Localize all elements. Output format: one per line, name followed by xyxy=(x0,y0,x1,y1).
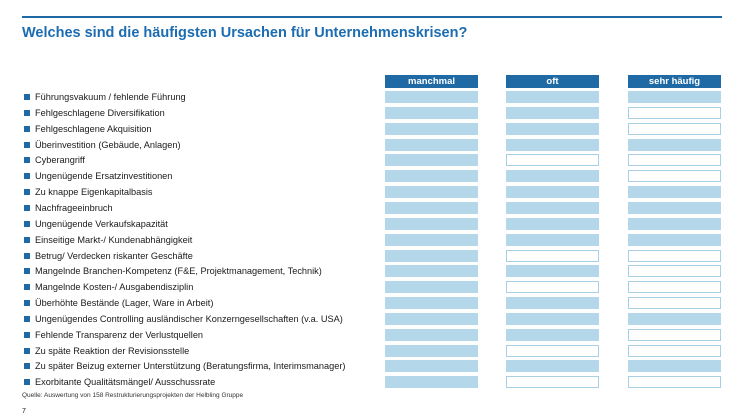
bullet-square-icon xyxy=(24,332,30,338)
bullet-square-icon xyxy=(24,363,30,369)
frequency-cell-sehr-häufig xyxy=(628,170,721,182)
row-label: Zu späte Reaktion der Revisionsstelle xyxy=(35,345,190,356)
frequency-cell-oft xyxy=(506,139,599,151)
frequency-cell-oft xyxy=(506,218,599,230)
bullet-square-icon xyxy=(24,94,30,100)
row-label: Führungsvakuum / fehlende Führung xyxy=(35,92,186,102)
frequency-cell-oft xyxy=(506,345,599,357)
table-row xyxy=(22,360,722,374)
table-row xyxy=(22,313,722,327)
bullet-square-icon xyxy=(24,253,30,259)
frequency-cell-sehr-häufig xyxy=(628,265,721,277)
frequency-cell-oft xyxy=(506,376,599,388)
frequency-cell-manchmal xyxy=(385,265,478,277)
frequency-cell-sehr-häufig xyxy=(628,154,721,166)
column-header-oft: oft xyxy=(506,75,599,88)
frequency-cell-manchmal xyxy=(385,154,478,166)
frequency-cell-sehr-häufig xyxy=(628,250,721,262)
row-label: Mangelnde Branchen-Kompetenz (F&E, Projektmanagement, Technik) xyxy=(35,266,322,277)
table-row xyxy=(22,250,722,264)
bullet-square-icon xyxy=(24,126,30,132)
bullet-square-icon xyxy=(24,110,30,116)
frequency-cell-sehr-häufig xyxy=(628,313,721,325)
row-label: Mangelnde Kosten-/ Ausgabendisziplin xyxy=(35,282,194,293)
table-row xyxy=(22,218,722,232)
frequency-cell-sehr-häufig xyxy=(628,91,721,103)
bullet-square-icon xyxy=(24,268,30,274)
table-row xyxy=(22,329,722,343)
page-number: 7 xyxy=(22,408,26,415)
table-row xyxy=(22,154,722,168)
frequency-cell-manchmal xyxy=(385,313,478,325)
bullet-square-icon xyxy=(24,316,30,322)
frequency-cell-manchmal xyxy=(385,123,478,135)
row-label: Fehlende Transparenz der Verlustquellen xyxy=(35,329,204,340)
row-label: Überinvestition (Gebäude, Anlagen) xyxy=(35,139,181,150)
column-header-sehr-haeufig: sehr häufig xyxy=(628,75,721,88)
frequency-cell-manchmal xyxy=(385,329,478,341)
bullet-square-icon xyxy=(24,300,30,306)
frequency-cell-sehr-häufig xyxy=(628,123,721,135)
frequency-cell-oft xyxy=(506,313,599,325)
row-label: Nachfrageeinbruch xyxy=(35,202,113,213)
top-rule xyxy=(22,16,722,18)
frequency-cell-manchmal xyxy=(385,250,478,262)
table-row xyxy=(22,202,722,216)
frequency-cell-oft xyxy=(506,265,599,277)
frequency-cell-oft xyxy=(506,123,599,135)
frequency-cell-oft xyxy=(506,202,599,214)
frequency-cell-sehr-häufig xyxy=(628,234,721,246)
frequency-cell-oft xyxy=(506,170,599,182)
table-row xyxy=(22,186,722,200)
bullet-square-icon xyxy=(24,237,30,243)
row-label: Fehlgeschlagene Akquisition xyxy=(35,123,152,134)
table-row xyxy=(22,107,722,121)
row-label: Ungenügendes Controlling ausländischer Konzerngesellschaften (v.a. USA) xyxy=(35,313,343,324)
frequency-cell-oft xyxy=(506,234,599,246)
frequency-cell-oft xyxy=(506,91,599,103)
frequency-cell-sehr-häufig xyxy=(628,218,721,230)
frequency-cell-manchmal xyxy=(385,202,478,214)
page-title: Welches sind die häufigsten Ursachen für Unternehmenskrisen? xyxy=(22,25,468,41)
frequency-cell-manchmal xyxy=(385,218,478,230)
bullet-square-icon xyxy=(24,173,30,179)
frequency-cell-sehr-häufig xyxy=(628,329,721,341)
frequency-cell-manchmal xyxy=(385,234,478,246)
frequency-cell-oft xyxy=(506,360,599,372)
bullet-square-icon xyxy=(24,205,30,211)
table-row xyxy=(22,91,722,105)
bullet-square-icon xyxy=(24,379,30,385)
frequency-cell-sehr-häufig xyxy=(628,139,721,151)
frequency-cell-manchmal xyxy=(385,91,478,103)
bullet-square-icon xyxy=(24,284,30,290)
frequency-cell-sehr-häufig xyxy=(628,107,721,119)
frequency-cell-manchmal xyxy=(385,139,478,151)
frequency-cell-manchmal xyxy=(385,376,478,388)
frequency-cell-oft xyxy=(506,107,599,119)
frequency-cell-sehr-häufig xyxy=(628,360,721,372)
bullet-square-icon xyxy=(24,142,30,148)
frequency-cell-oft xyxy=(506,281,599,293)
row-label: Ungenügende Verkaufskapazität xyxy=(35,218,168,229)
row-label: Zu später Beizug externer Unterstützung (Beratungsfirma, Interimsmanager) xyxy=(35,361,346,372)
row-label: Ungenügende Ersatzinvestitionen xyxy=(35,171,173,182)
row-label: Exorbitante Qualitätsmängel/ Ausschussrate xyxy=(35,377,216,388)
column-header-manchmal: manchmal xyxy=(385,75,478,88)
table-row xyxy=(22,297,722,311)
source-note: Quelle: Auswertung von 158 Restrukturierungsprojekten der Helbling Gruppe xyxy=(22,392,244,399)
row-label: Einseitige Markt-/ Kundenabhängigkeit xyxy=(35,234,193,245)
frequency-cell-sehr-häufig xyxy=(628,376,721,388)
frequency-cell-manchmal xyxy=(385,345,478,357)
table-row xyxy=(22,139,722,153)
frequency-cell-sehr-häufig xyxy=(628,345,721,357)
table-row xyxy=(22,123,722,137)
row-label: Überhöhte Bestände (Lager, Ware in Arbeit) xyxy=(35,298,214,309)
bullet-square-icon xyxy=(24,348,30,354)
table-row xyxy=(22,170,722,184)
table-row xyxy=(22,345,722,359)
table-row xyxy=(22,376,722,390)
table-row xyxy=(22,265,722,279)
frequency-cell-sehr-häufig xyxy=(628,186,721,198)
frequency-cell-oft xyxy=(506,329,599,341)
row-label: Betrug/ Verdecken riskanter Geschäfte xyxy=(35,250,193,261)
frequency-cell-oft xyxy=(506,154,599,166)
frequency-cell-sehr-häufig xyxy=(628,281,721,293)
frequency-cell-manchmal xyxy=(385,170,478,182)
frequency-cell-manchmal xyxy=(385,186,478,198)
bullet-square-icon xyxy=(24,189,30,195)
frequency-cell-manchmal xyxy=(385,360,478,372)
table-row xyxy=(22,234,722,248)
row-label: Zu knappe Eigenkapitalbasis xyxy=(35,187,153,198)
frequency-cell-manchmal xyxy=(385,297,478,309)
frequency-cell-oft xyxy=(506,186,599,198)
frequency-cell-oft xyxy=(506,250,599,262)
frequency-cell-oft xyxy=(506,297,599,309)
frequency-cell-manchmal xyxy=(385,107,478,119)
bullet-square-icon xyxy=(24,221,30,227)
frequency-cell-manchmal xyxy=(385,281,478,293)
row-label: Cyberangriff xyxy=(35,155,85,166)
bullet-square-icon xyxy=(24,157,30,163)
table-row xyxy=(22,281,722,295)
frequency-cell-sehr-häufig xyxy=(628,202,721,214)
frequency-cell-sehr-häufig xyxy=(628,297,721,309)
row-label: Fehlgeschlagene Diversifikation xyxy=(35,107,165,118)
